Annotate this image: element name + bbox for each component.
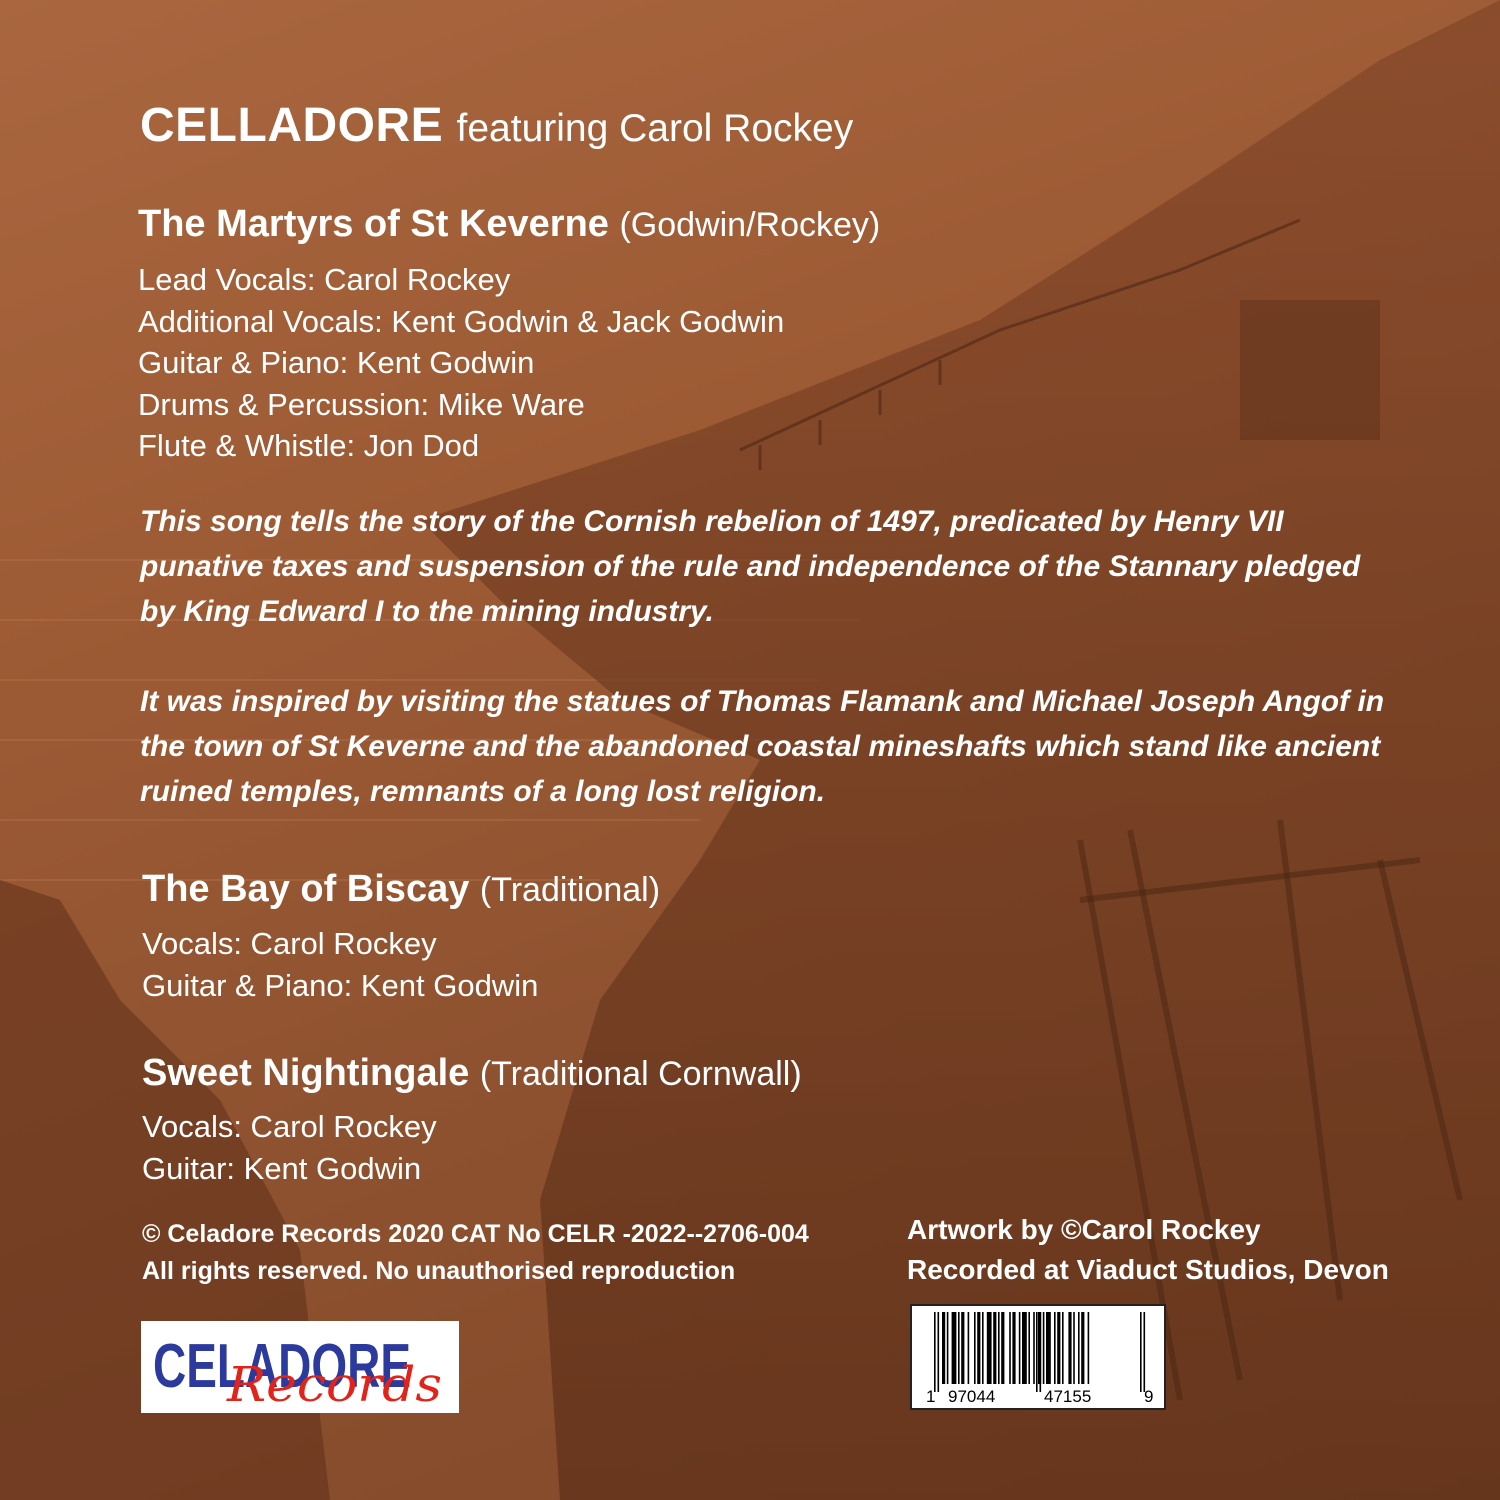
barcode-bar xyxy=(952,1312,957,1384)
credit-line: Lead Vocals: Carol Rockey xyxy=(138,262,511,297)
barcode-bar xyxy=(1033,1312,1035,1384)
recording-credit: Recorded at Viaduct Studios, Devon xyxy=(907,1254,1389,1285)
credit-line: Guitar: Kent Godwin xyxy=(142,1150,422,1186)
barcode-bar xyxy=(1022,1312,1027,1384)
barcode-bar xyxy=(1068,1312,1071,1384)
barcode-digit: 97044 xyxy=(948,1387,996,1406)
barcode-bar xyxy=(1062,1312,1064,1384)
barcode-bar xyxy=(1078,1312,1080,1384)
barcode-bar xyxy=(982,1312,984,1384)
credit-line: Additional Vocals: Kent Godwin & Jack Godwin xyxy=(138,303,785,339)
barcode-bar xyxy=(1028,1312,1030,1384)
copyright-block xyxy=(142,1216,809,1290)
barcode-bar xyxy=(942,1312,945,1384)
production-credits xyxy=(907,1210,1389,1290)
barcode-bar xyxy=(977,1312,980,1384)
barcode-bar xyxy=(1054,1312,1056,1384)
barcode-bar xyxy=(998,1312,1000,1384)
featuring-artist: featuring Carol Rockey xyxy=(456,107,854,150)
barcode-bars xyxy=(912,1306,1164,1408)
barcode-bar xyxy=(993,1312,996,1384)
barcode-guard-bar xyxy=(1036,1312,1038,1392)
barcode-bar xyxy=(1019,1312,1021,1384)
barcode-guard-bar xyxy=(1144,1312,1146,1392)
barcode-digit: 1 xyxy=(926,1387,936,1406)
track-2-credits xyxy=(142,923,538,1006)
rights-line: All rights reserved. No unauthorised reproduction xyxy=(142,1257,736,1285)
credit-line: Guitar & Piano: Kent Godwin xyxy=(142,967,539,1003)
track-name: The Martyrs of St Keverne xyxy=(138,203,609,245)
barcode-bar xyxy=(1012,1312,1015,1384)
credit-line: Vocals: Carol Rockey xyxy=(142,926,437,961)
story-paragraph-1: This song tells the story of the Cornish rebelion of 1497, predicated by Henry VII punative taxes and suspension of the rule and independence of the Stannary pledged by King Edward I to the mining industry. xyxy=(140,505,1361,628)
logo-wordmark: CELADORE xyxy=(153,1332,411,1401)
barcode-bar xyxy=(1088,1312,1090,1384)
track-title-1 xyxy=(138,203,880,246)
barcode-digit: 47155 xyxy=(1044,1387,1092,1406)
track-writers: (Traditional Cornwall) xyxy=(479,1055,802,1093)
band-name: CELLADORE xyxy=(140,99,444,152)
credit-line: Drums & Percussion: Mike Ware xyxy=(138,386,585,422)
barcode-bar xyxy=(987,1312,992,1384)
credit-line: Vocals: Carol Rockey xyxy=(142,1109,437,1144)
barcode xyxy=(910,1304,1166,1410)
track-writers: (Godwin/Rockey) xyxy=(619,206,881,244)
barcode-guard-bar xyxy=(1140,1312,1142,1392)
track-3-credits xyxy=(142,1106,437,1189)
track-1-credits xyxy=(138,259,784,467)
celadore-records-logo xyxy=(141,1321,459,1413)
story-paragraph-2: It was inspired by visiting the statues of Thomas Flamank and Michael Joseph Angof in the town of St Keverne and the abandoned coastal mineshafts which stand like ancient ruined temples, remnants of a long lost religion. xyxy=(140,685,1385,808)
barcode-guard-bar xyxy=(938,1312,940,1392)
track-writers: (Traditional) xyxy=(479,871,661,909)
track-title-2 xyxy=(142,868,660,911)
track-name: Sweet Nightingale xyxy=(142,1052,470,1094)
barcode-bar xyxy=(974,1312,976,1384)
album-header xyxy=(140,98,853,153)
barcode-bar xyxy=(1009,1312,1011,1384)
copyright-line: © Celadore Records 2020 CAT No CELR -2022--2706-004 xyxy=(142,1220,809,1248)
barcode-bar xyxy=(1046,1312,1051,1384)
barcode-digit: 9 xyxy=(1144,1387,1154,1406)
barcode-bar xyxy=(1001,1312,1004,1384)
credit-line: Guitar & Piano: Kent Godwin xyxy=(138,345,535,380)
barcode-bar xyxy=(947,1312,949,1384)
barcode-bar xyxy=(1057,1312,1060,1384)
barcode-bar xyxy=(961,1312,964,1384)
artwork-credit: Artwork by ©Carol Rockey xyxy=(907,1214,1261,1245)
track-title-3 xyxy=(142,1052,802,1095)
logo-script-text: Records xyxy=(225,1357,442,1413)
barcode-bar xyxy=(1073,1312,1075,1384)
track-name: The Bay of Biscay xyxy=(142,868,470,910)
barcode-guard-bar xyxy=(934,1312,936,1392)
barcode-bar xyxy=(968,1312,970,1384)
logo-artwork xyxy=(141,1321,459,1413)
barcode-bar xyxy=(1043,1312,1045,1384)
credit-line: Flute & Whistle: Jon Dod xyxy=(138,428,480,463)
barcode-bar xyxy=(1081,1312,1084,1384)
barcode-guard-bar xyxy=(1040,1312,1042,1392)
barcode-bar xyxy=(958,1312,960,1384)
